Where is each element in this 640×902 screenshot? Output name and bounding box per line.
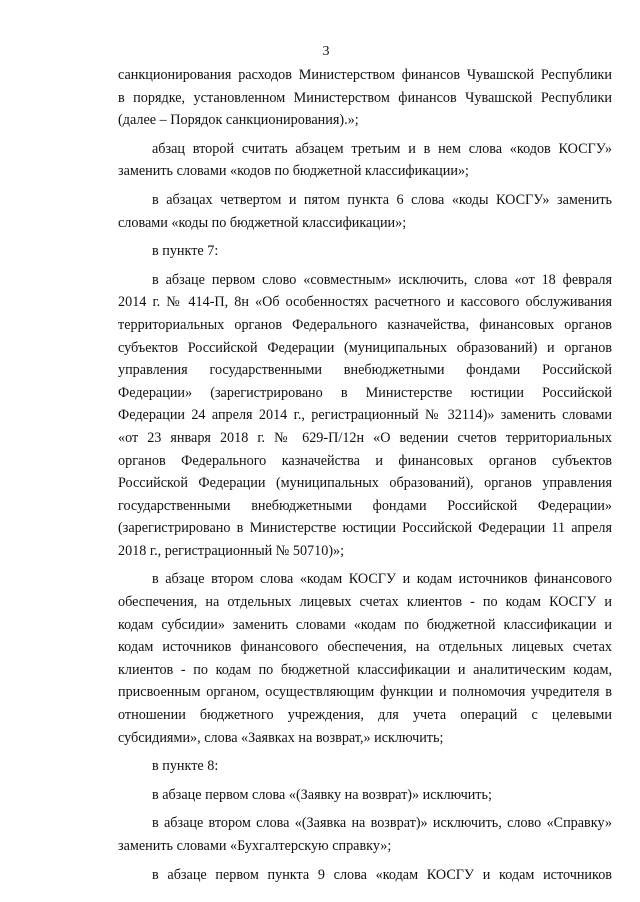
- page-number: 3: [322, 44, 330, 59]
- document-body: [118, 64, 612, 886]
- text-line: словами «коды по бюджетной классификации»;: [118, 214, 407, 231]
- text-line: в абзаце первом пункта 9 слова «кодам КОСГУ и кодам источников: [152, 866, 612, 883]
- text-line: абзац второй считать абзацем третьим и в нем слова «кодов КОСГУ»: [152, 140, 612, 157]
- text-line: отношении бюджетного учреждения, для учета операций с целевыми: [118, 707, 612, 724]
- text-line: в пункте 8:: [152, 758, 219, 775]
- text-line: заменить словами «кодов по бюджетной классификации»;: [118, 163, 469, 180]
- text-line: органов Федерального казначейства и финансовых органов субъектов: [118, 452, 612, 469]
- text-line: субсидиями», слова «Заявках на возврат,» исключить;: [118, 729, 444, 746]
- text-line: в абзаце втором слова «(Заявка на возврат)» исключить, слово «Справку»: [152, 815, 612, 832]
- text-line: в порядке, установленном Министерством финансов Чувашской Республики: [118, 89, 612, 106]
- text-line: «от 23 января 2018 г. № 629-П/12н «О ведении счетов территориальных: [118, 429, 612, 446]
- text-line: присвоенным органом, осуществляющим функции и полномочия учредителя в: [118, 684, 612, 701]
- text-line: территориальных органов Федерального казначейства, финансовых органов: [118, 316, 612, 333]
- text-line: в абзацах четвертом и пятом пункта 6 слова «коды КОСГУ» заменить: [152, 191, 612, 208]
- text-line: субъектов Российской Федерации (муниципальных образований) и органов: [118, 339, 612, 356]
- text-line: Федерации» (зарегистрировано в Министерстве юстиции Российской: [118, 384, 612, 401]
- text-line: Российской Федерации (муниципальных образований), органов управления: [118, 475, 612, 492]
- text-line: 2014 г. № 414-П, 8н «Об особенностях расчетного и кассового обслуживания: [118, 294, 612, 311]
- text-line: государственными внебюджетными фондами Российской Федерации»: [118, 497, 612, 514]
- text-line: управления государственными внебюджетными фондами Российской: [118, 362, 612, 379]
- text-line: 2018 г., регистрационный № 50710)»;: [118, 542, 345, 559]
- text-line: кодам источников финансового обеспечения, на отдельных лицевых счетах: [118, 639, 612, 656]
- text-line: в абзаце втором слова «кодам КОСГУ и кодам источников финансового: [152, 571, 612, 588]
- text-line: Федерации 24 апреля 2014 г., регистрационный № 32114)» заменить словами: [118, 407, 612, 424]
- text-line: в абзаце первом слово «совместным» исключить, слова «от 18 февраля: [152, 271, 612, 288]
- text-line: обеспечения, на отдельных лицевых счетах клиентов - по кодам КОСГУ и: [118, 594, 612, 611]
- text-line: (далее – Порядок санкционирования).»;: [118, 112, 359, 129]
- text-line: в пункте 7:: [152, 243, 219, 260]
- text-line: кодам субсидии» заменить словами «кодам по бюджетной классификации и: [118, 616, 612, 633]
- text-line: заменить словами «Бухгалтерскую справку»;: [118, 838, 392, 854]
- text-line: санкционирования расходов Министерством финансов Чувашской Республики: [118, 67, 612, 83]
- text-line: клиентов - по кодам по бюджетной классификации и аналитическим кодам,: [118, 661, 612, 678]
- text-line: (зарегистрировано в Министерстве юстиции Российской Федерации 11 апреля: [118, 520, 612, 537]
- text-line: в абзаце первом слова «(Заявку на возврат)» исключить;: [152, 786, 492, 803]
